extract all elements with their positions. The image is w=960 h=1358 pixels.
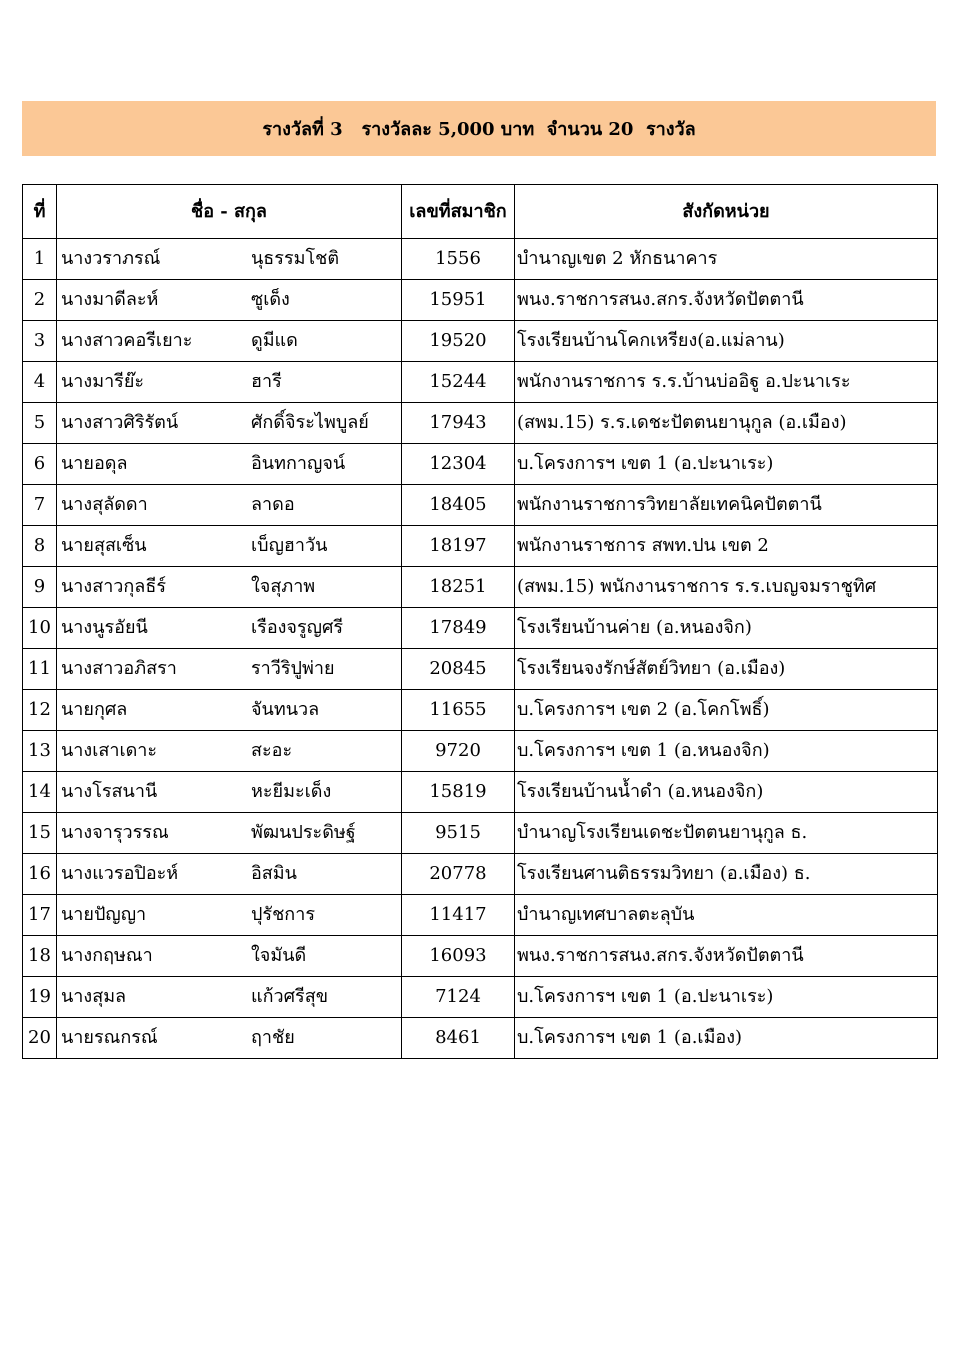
row-last-name: หะยีมะเด็ง [251,781,332,802]
column-header-member: เลขที่สมาชิก [402,185,515,239]
row-number: 1 [23,239,57,280]
row-unit: บำนาญเทศบาลตะลุบัน [515,895,938,936]
table-row [23,239,938,280]
row-unit: บ.โครงการฯ เขต 1 (อ.ปะนาเระ) [515,977,938,1018]
row-first-name: นางสาวกุลธีร์ [61,576,166,597]
row-number: 9 [23,567,57,608]
row-unit: โรงเรียนบ้านน้ำดำ (อ.หนองจิก) [515,772,938,813]
row-last-name: สะอะ [251,740,293,761]
row-first-name: นางมาดีละห์ [61,289,159,310]
row-fullname [57,690,402,731]
table-row [23,936,938,977]
row-unit: (สพม.15) ร.ร.เดชะปัตตนยานุกูล (อ.เมือง) [515,403,938,444]
table-row [23,321,938,362]
row-last-name: อิสมิน [251,863,297,884]
row-first-name: นางกฤษณา [61,945,153,966]
table-row [23,1018,938,1059]
row-member-id: 18405 [402,485,515,526]
row-unit: บำนาญโรงเรียนเดชะปัตตนยานุกูล ธ. [515,813,938,854]
row-first-name: นายกุศล [61,699,128,720]
row-number: 2 [23,280,57,321]
row-first-name: นางสาวคอรีเยาะ [61,330,193,351]
row-unit: พนง.ราชการสนง.สกร.จังหวัดปัตตานี [515,936,938,977]
row-last-name: ศักดิ์จิระไพบูลย์ [251,412,369,433]
row-unit: โรงเรียนบ้านค่าย (อ.หนองจิก) [515,608,938,649]
row-first-name: นางมารีย๊ะ [61,371,145,392]
row-first-name: นางจารุวรรณ [61,822,169,843]
row-fullname [57,567,402,608]
row-number: 11 [23,649,57,690]
row-fullname [57,649,402,690]
row-unit: บ.โครงการฯ เขต 1 (อ.หนองจิก) [515,731,938,772]
row-number: 19 [23,977,57,1018]
row-fullname [57,731,402,772]
column-header-no: ที่ [23,185,57,239]
row-last-name: ราวีริปูพ่าย [251,658,335,679]
row-number: 7 [23,485,57,526]
row-fullname [57,977,402,1018]
table-row [23,403,938,444]
row-last-name: เรืองจรูญศรี [251,617,344,638]
row-first-name: นายสุสเซ็น [61,535,147,556]
row-last-name: อินทกาญจน์ [251,453,346,474]
row-unit: (สพม.15) พนักงานราชการ ร.ร.เบญจมราชูทิศ [515,567,938,608]
table-row [23,895,938,936]
row-last-name: ใจมันดี [251,945,307,966]
row-unit: โรงเรียนจงรักษ์สัตย์วิทยา (อ.เมือง) [515,649,938,690]
row-fullname [57,936,402,977]
row-last-name: แก้วศรีสุข [251,986,328,1007]
prize-amount: รางวัลละ 5,000 บาท [361,119,535,140]
row-member-id: 8461 [402,1018,515,1059]
prize-title: รางวัลที่ 3 [262,119,343,140]
row-member-id: 16093 [402,936,515,977]
row-member-id: 9720 [402,731,515,772]
row-member-id: 15819 [402,772,515,813]
row-first-name: นายปัญญา [61,904,147,925]
row-last-name: ฮารี [251,371,282,392]
row-first-name: นางแวรอปิอะห์ [61,863,179,884]
row-member-id: 18197 [402,526,515,567]
row-member-id: 18251 [402,567,515,608]
row-fullname [57,239,402,280]
row-first-name: นางสาวอภิสรา [61,658,177,679]
row-member-id: 17943 [402,403,515,444]
row-last-name: ลาดอ [251,494,295,515]
row-last-name: ซูเด็ง [251,289,290,310]
row-number: 14 [23,772,57,813]
prize-count: จำนวน 20 รางวัล [546,119,696,140]
row-last-name: ดูมีแด [251,330,298,351]
row-member-id: 1556 [402,239,515,280]
row-member-id: 19520 [402,321,515,362]
row-number: 3 [23,321,57,362]
column-header-unit: สังกัดหน่วย [515,185,938,239]
row-member-id: 7124 [402,977,515,1018]
row-first-name: นายอดุล [61,453,128,474]
row-member-id: 20845 [402,649,515,690]
row-last-name: ปุรัชการ [251,904,315,925]
row-first-name: นางสุลัดดา [61,494,148,515]
row-number: 20 [23,1018,57,1059]
table-row [23,813,938,854]
row-fullname [57,444,402,485]
row-fullname [57,895,402,936]
row-fullname [57,280,402,321]
row-last-name: ฤาชัย [251,1027,295,1048]
row-member-id: 9515 [402,813,515,854]
row-fullname [57,1018,402,1059]
row-fullname [57,772,402,813]
row-member-id: 11417 [402,895,515,936]
row-first-name: นางสาวศิริรัตน์ [61,412,179,433]
row-fullname [57,813,402,854]
row-number: 13 [23,731,57,772]
row-last-name: พัฒนประดิษฐ์ [251,822,356,843]
table-row [23,567,938,608]
row-first-name: นางโรสนานี [61,781,158,802]
row-last-name: เบ็ญฮาวัน [251,535,328,556]
prize-banner [22,101,936,156]
row-last-name: นุธรรมโชติ [251,248,340,269]
row-member-id: 12304 [402,444,515,485]
row-number: 6 [23,444,57,485]
column-header-name: ชื่อ - สกุล [57,185,402,239]
row-unit: พนักงานราชการ ร.ร.บ้านบ่ออิฐู อ.ปะนาเระ [515,362,938,403]
row-last-name: จันทนวล [251,699,320,720]
row-number: 5 [23,403,57,444]
row-member-id: 15244 [402,362,515,403]
row-unit: โรงเรียนบ้านโคกเหรียง(อ.แม่ลาน) [515,321,938,362]
row-number: 8 [23,526,57,567]
row-unit: บ.โครงการฯ เขต 2 (อ.โคกโพธิ์) [515,690,938,731]
row-fullname [57,321,402,362]
row-unit: พนักงานราชการ สพท.ปน เขต 2 [515,526,938,567]
row-unit: บำนาญเขต 2 หักธนาคาร [515,239,938,280]
row-fullname [57,403,402,444]
row-member-id: 11655 [402,690,515,731]
row-number: 15 [23,813,57,854]
row-member-id: 20778 [402,854,515,895]
row-unit: บ.โครงการฯ เขต 1 (อ.ปะนาเระ) [515,444,938,485]
table-row [23,731,938,772]
table-row [23,608,938,649]
row-fullname [57,608,402,649]
table-row [23,485,938,526]
row-fullname [57,362,402,403]
row-fullname [57,854,402,895]
row-last-name: ใจสุภาพ [251,576,316,597]
row-number: 16 [23,854,57,895]
row-unit: พนง.ราชการสนง.สกร.จังหวัดปัตตานี [515,280,938,321]
row-number: 4 [23,362,57,403]
table-row [23,690,938,731]
table-row [23,854,938,895]
row-first-name: นางเสาเดาะ [61,740,158,761]
row-number: 12 [23,690,57,731]
row-member-id: 17849 [402,608,515,649]
row-fullname [57,485,402,526]
row-first-name: นางสุมล [61,986,127,1007]
table-row [23,977,938,1018]
row-unit: บ.โครงการฯ เขต 1 (อ.เมือง) [515,1018,938,1059]
table-row [23,526,938,567]
row-number: 18 [23,936,57,977]
row-unit: โรงเรียนศานติธรรมวิทยา (อ.เมือง) ธ. [515,854,938,895]
row-fullname [57,526,402,567]
row-first-name: นายรณกรณ์ [61,1027,158,1048]
row-first-name: นางวราภรณ์ [61,248,161,269]
table-row [23,649,938,690]
row-first-name: นางนูรอัยนี [61,617,148,638]
table-row [23,444,938,485]
table-row [23,772,938,813]
table-row [23,280,938,321]
winners-table [22,184,938,1059]
table-row [23,362,938,403]
row-unit: พนักงานราชการวิทยาลัยเทคนิคปัตตานี [515,485,938,526]
table-header-row [23,185,938,239]
row-number: 10 [23,608,57,649]
row-number: 17 [23,895,57,936]
row-member-id: 15951 [402,280,515,321]
